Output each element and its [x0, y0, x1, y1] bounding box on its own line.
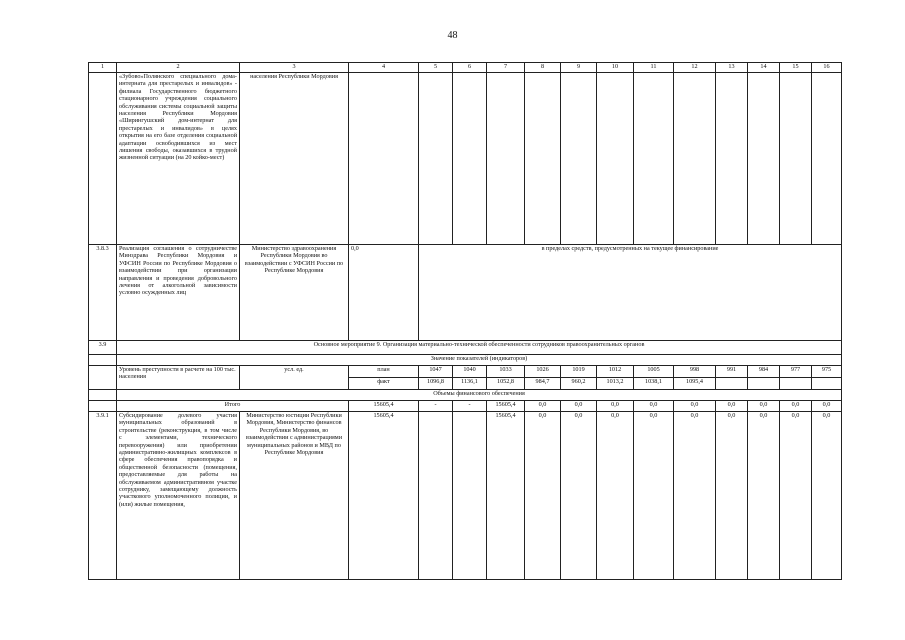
funding-value: 0,0	[812, 412, 842, 580]
total-value: -	[453, 401, 487, 412]
funding-value	[419, 412, 453, 580]
fact-value: 1038,1	[634, 378, 674, 390]
program-table	[88, 62, 842, 580]
fact-value	[780, 378, 812, 390]
plan-value: 1047	[419, 366, 453, 378]
funding-value	[453, 412, 487, 580]
col-header: 7	[487, 63, 525, 73]
fact-value	[748, 378, 780, 390]
plan-value: 984	[748, 366, 780, 378]
executor: населения Республики Мордовия	[240, 73, 349, 245]
funding-value: 0,0	[525, 412, 561, 580]
col-header: 11	[634, 63, 674, 73]
plan-label: план	[349, 366, 419, 378]
funding-value: 0,0	[716, 412, 748, 580]
funding-value: 0,0	[634, 412, 674, 580]
funding-value: 15605,4	[349, 412, 419, 580]
col-header: 5	[419, 63, 453, 73]
total-value: 0,0	[525, 401, 561, 412]
funding-value: 0,0	[780, 412, 812, 580]
plan-value: 991	[716, 366, 748, 378]
col-header: 3	[240, 63, 349, 73]
plan-value: 1012	[597, 366, 634, 378]
measure-description: «Зубово»Полянского специального дома-интерната для престарелых и инвалидов» - филиала Государственного бюджетного стационарного учреждения социального обслуживания системы социальной защиты населения Республики Мордовия «Ширингушский дом-интернат для престарелых и инвалидов» в целях открытия на его базе отделения социальной адаптации освободившихся из мест лишения свободы, оказавшихся в трудной жизненной ситуации (на 20 койко-мест)	[117, 73, 240, 245]
total-value: 0,0	[780, 401, 812, 412]
col-header: 8	[525, 63, 561, 73]
plan-value: 1019	[561, 366, 597, 378]
funding-value: 0,0	[561, 412, 597, 580]
col-header: 9	[561, 63, 597, 73]
col-header: 15	[780, 63, 812, 73]
col-header: 1	[89, 63, 117, 73]
total-value: 0,0	[812, 401, 842, 412]
row-number: 3.9	[89, 341, 117, 355]
total-value: 0,0	[748, 401, 780, 412]
total-value: 0,0	[674, 401, 716, 412]
fact-value: 1013,2	[597, 378, 634, 390]
table-row	[89, 390, 842, 401]
funding-note: в пределах средств, предусмотренных на текущее финансирование	[419, 245, 842, 341]
plan-value: 998	[674, 366, 716, 378]
indicator-unit: усл. ед.	[240, 366, 349, 390]
total-value: 0,0	[634, 401, 674, 412]
column-number-row	[89, 63, 842, 73]
plan-value: 1033	[487, 366, 525, 378]
row-number: 3.9.1	[89, 412, 117, 580]
col-header: 10	[597, 63, 634, 73]
fact-value: 1136,1	[453, 378, 487, 390]
total-label: Итого	[117, 401, 349, 412]
main-measure-title: Основное мероприятие 9. Организация материально-технической обеспеченности сотрудников правоохранительных органов	[117, 341, 842, 355]
col-header: 14	[748, 63, 780, 73]
col-header: 12	[674, 63, 716, 73]
col-header: 4	[349, 63, 419, 73]
fact-value: 1096,8	[419, 378, 453, 390]
table-row	[89, 73, 842, 245]
col-header: 2	[117, 63, 240, 73]
indicators-header: Значение показателей (индикаторов)	[117, 355, 842, 366]
total-value: 0,0	[561, 401, 597, 412]
indicator-label: Уровень преступности в расчете на 100 тыс. населения	[117, 366, 240, 390]
plan-value: 1026	[525, 366, 561, 378]
indicator-plan-row	[89, 366, 842, 378]
total-value: 0,0	[716, 401, 748, 412]
funding-value: 0,0	[597, 412, 634, 580]
funding-value: 0,0	[748, 412, 780, 580]
page-number: 48	[447, 30, 458, 41]
fact-value: 960,2	[561, 378, 597, 390]
total-value: -	[419, 401, 453, 412]
col-header: 6	[453, 63, 487, 73]
total-value: 0,0	[597, 401, 634, 412]
table-row	[89, 412, 842, 580]
col-header: 13	[716, 63, 748, 73]
fact-label: факт	[349, 378, 419, 390]
executor: Министерство здравоохранения Республики Мордовия во взаимодействии с УФСИН России по Республике Мордовия	[240, 245, 349, 341]
table-row	[89, 245, 842, 341]
fact-value: 1095,4	[674, 378, 716, 390]
executor: Министерство юстиции Республики Мордовия, Министерство финансов Республики Мордовия, во взаимодействии с администрациями муниципальных районов и МВД по Республике Мордовия	[240, 412, 349, 580]
total-value: 15605,4	[349, 401, 419, 412]
fact-value: 1052,8	[487, 378, 525, 390]
fact-value	[716, 378, 748, 390]
plan-value: 1040	[453, 366, 487, 378]
measure-description: Реализация соглашения о сотрудничестве Минздрава Республики Мордовия и УФСИН России по Республике Мордовия о взаимодействии при организации направления и проведения добровольного лечения от алкогольной зависимости условно осужденных лиц	[117, 245, 240, 341]
table-row	[89, 355, 842, 366]
col-header: 16	[812, 63, 842, 73]
total-row	[89, 401, 842, 412]
total-value: 15605,4	[487, 401, 525, 412]
plan-value: 977	[780, 366, 812, 378]
fact-value	[812, 378, 842, 390]
measure-description: Субсидирование долевого участия муниципальных образований в строительстве (реконструкция, в том числе с элементами, технического перевооружения) или приобретении административно-жилищных комплексов в сфере обеспечения правопорядка и общественной безопасности (помещения, предоставляемые для работы на обслуживаемом административном участке сотруднику, замещающему должность участкового уполномоченного полиции, и (или) жилые помещения,	[117, 412, 240, 580]
finance-header: Объемы финансового обеспечения	[117, 390, 842, 401]
row-number: 3.8.3	[89, 245, 117, 341]
plan-value: 1005	[634, 366, 674, 378]
plan-value: 975	[812, 366, 842, 378]
fact-value: 984,7	[525, 378, 561, 390]
funding-value: 0,0	[674, 412, 716, 580]
funding-value: 15605,4	[487, 412, 525, 580]
table-row	[89, 341, 842, 355]
funding-total: 0,0	[349, 245, 419, 341]
